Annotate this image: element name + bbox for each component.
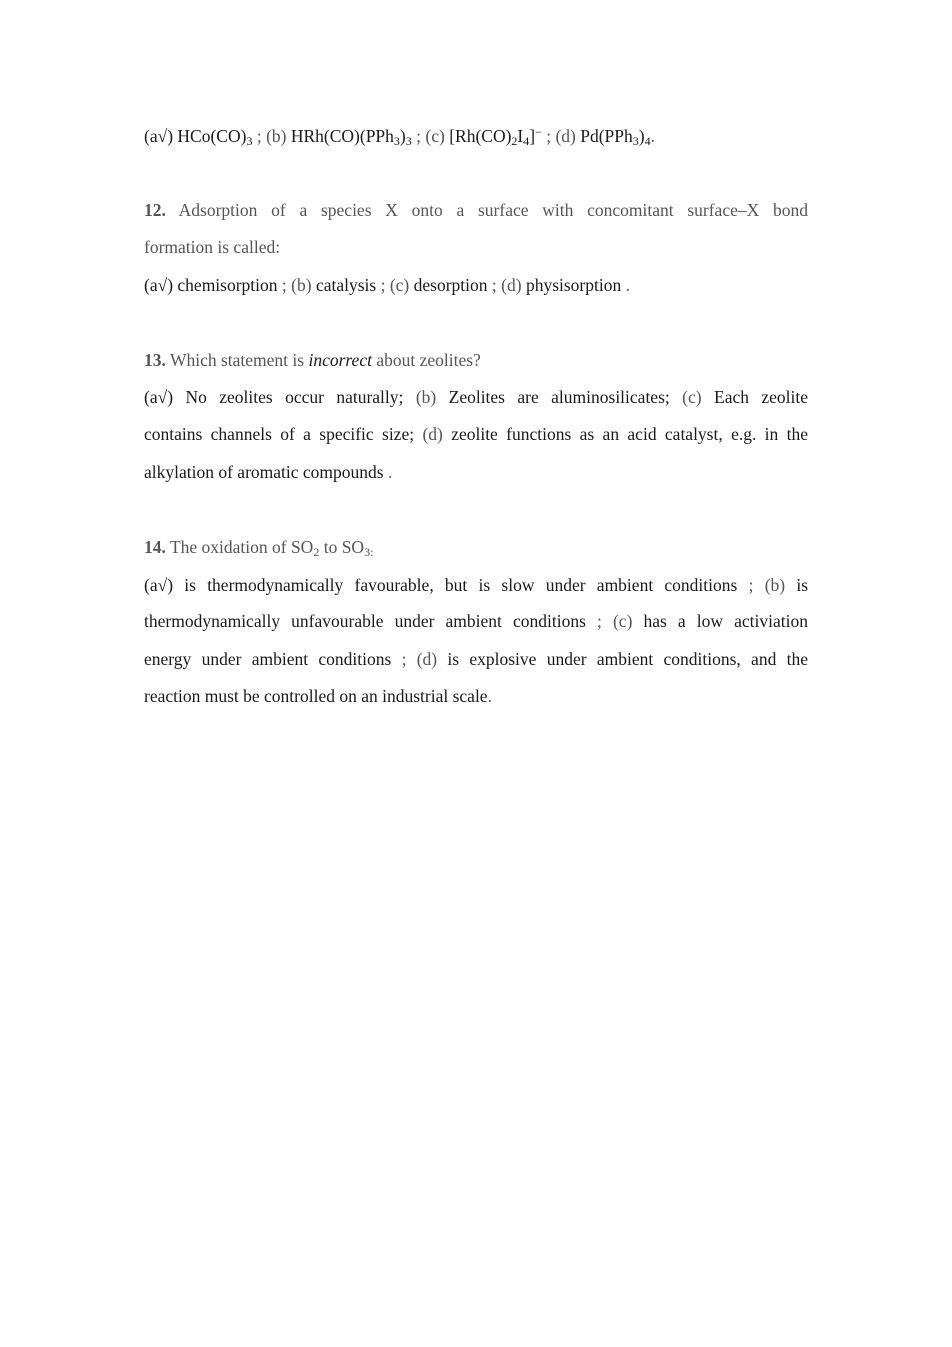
separator: ; xyxy=(281,275,287,295)
q13-option-d-marker: (d) xyxy=(422,424,443,444)
q13-option-c-text: Each zeolite xyxy=(714,387,809,407)
q11-option-a-text: $HCo(CO)_3$ xyxy=(177,126,253,148)
q12-question-line-1 xyxy=(144,199,808,221)
q12-question-text-1: Adsorption of a species X onto a surface with concomitant surface–X bond xyxy=(178,200,808,220)
q11-option-a-marker: (a√) xyxy=(144,126,174,146)
q12-option-d-marker: (d) xyxy=(501,275,522,295)
q14-option-c-text-cont: energy under ambient conditions xyxy=(144,649,392,669)
q14-options-line-4 xyxy=(144,685,808,707)
q14-question-line xyxy=(144,536,808,558)
q13-option-b-marker: (b) xyxy=(415,387,437,407)
q11-option-d-marker: (d) xyxy=(555,126,576,146)
separator: ; xyxy=(256,126,262,146)
separator: ; xyxy=(748,575,754,595)
q14-option-c-text: has a low activiation xyxy=(643,611,808,631)
q13-option-a-text: No zeolites occur naturally; xyxy=(185,387,404,407)
q13-question-line xyxy=(144,349,808,371)
q14-options-line-1 xyxy=(144,574,808,596)
q12-number: 12. xyxy=(144,200,166,220)
q12-options-line xyxy=(144,274,808,296)
q12-option-b-marker: (b) xyxy=(291,275,312,295)
q11-option-c-marker: (c) xyxy=(425,126,445,146)
q13-options-line-2 xyxy=(144,423,808,445)
q12-question-text-2: formation is called: xyxy=(144,237,281,257)
separator: ; xyxy=(546,126,552,146)
q13-option-b-text: Zeolites are aluminosilicates; xyxy=(448,387,670,407)
q14-option-c-marker: (c) xyxy=(612,611,633,631)
q14-options-line-3 xyxy=(144,648,808,670)
q14-question-pre: The oxidation of $SO_2$ xyxy=(169,537,320,559)
separator: ; xyxy=(401,649,407,669)
q13-options-line-3 xyxy=(144,461,808,483)
q13-option-c-text-cont: contains channels of a specific size; xyxy=(144,424,415,444)
q13-option-c-marker: (c) xyxy=(682,387,702,407)
q11-option-b-text: $HRh(CO)(PPh_3)_3$ xyxy=(290,126,412,148)
q14-option-b-marker: (b) xyxy=(764,575,786,595)
q11-option-c-text: $[Rh(CO)_2I_4]^-$ xyxy=(449,125,542,148)
q12-question-line-2 xyxy=(144,236,808,258)
q12-option-a-marker: (a√) xyxy=(144,275,174,295)
q14-option-a-marker: (a√) xyxy=(144,575,174,595)
q13-option-a-marker: (a√) xyxy=(144,387,174,407)
q14-option-d-marker: (d) xyxy=(416,649,438,669)
separator: ; xyxy=(597,611,602,631)
q13-number: 13. xyxy=(144,350,166,370)
separator: ; xyxy=(416,126,421,146)
q14-option-a-text: is thermodynamically favourable, but is slow under ambient conditions xyxy=(184,575,738,595)
period: . xyxy=(387,462,393,482)
q12-option-b-text: catalysis xyxy=(315,275,377,295)
q13-question-emphasis: incorrect xyxy=(308,350,372,370)
q14-option-d-text-cont: reaction must be controlled on an industrial scale xyxy=(144,686,488,706)
q12-option-c-marker: (c) xyxy=(389,275,410,295)
separator: ; xyxy=(380,275,386,295)
q12-option-d-text: physisorption xyxy=(525,275,622,295)
q14-options-line-2 xyxy=(144,610,808,632)
q14-option-b-text: is xyxy=(796,575,809,595)
q13-option-d-text-cont: alkylation of aromatic compounds xyxy=(144,462,384,482)
q12-option-a-text: chemisorption xyxy=(177,275,278,295)
q14-number: 14. xyxy=(144,537,166,557)
period: . xyxy=(487,686,492,706)
q14-question-mid: to $SO_{3:}$ xyxy=(323,537,374,559)
q11-answer-line xyxy=(144,125,808,147)
q13-options-line-1 xyxy=(144,386,808,408)
q13-option-d-text: zeolite functions as an acid catalyst, e.g. in the xyxy=(451,424,809,444)
q11-option-d-text: $Pd(PPh_3)_4$. xyxy=(580,126,655,148)
q14-option-d-text: is explosive under ambient conditions, and the xyxy=(447,649,808,669)
q11-option-b-marker: (b) xyxy=(266,126,287,146)
period: . xyxy=(625,275,630,295)
q14-option-b-text-cont: thermodynamically unfavourable under ambient conditions xyxy=(144,611,586,631)
q13-question-pre: Which statement is xyxy=(169,350,305,370)
q12-option-c-text: desorption xyxy=(413,275,488,295)
q13-question-post: about zeolites? xyxy=(376,350,481,370)
separator: ; xyxy=(491,275,497,295)
